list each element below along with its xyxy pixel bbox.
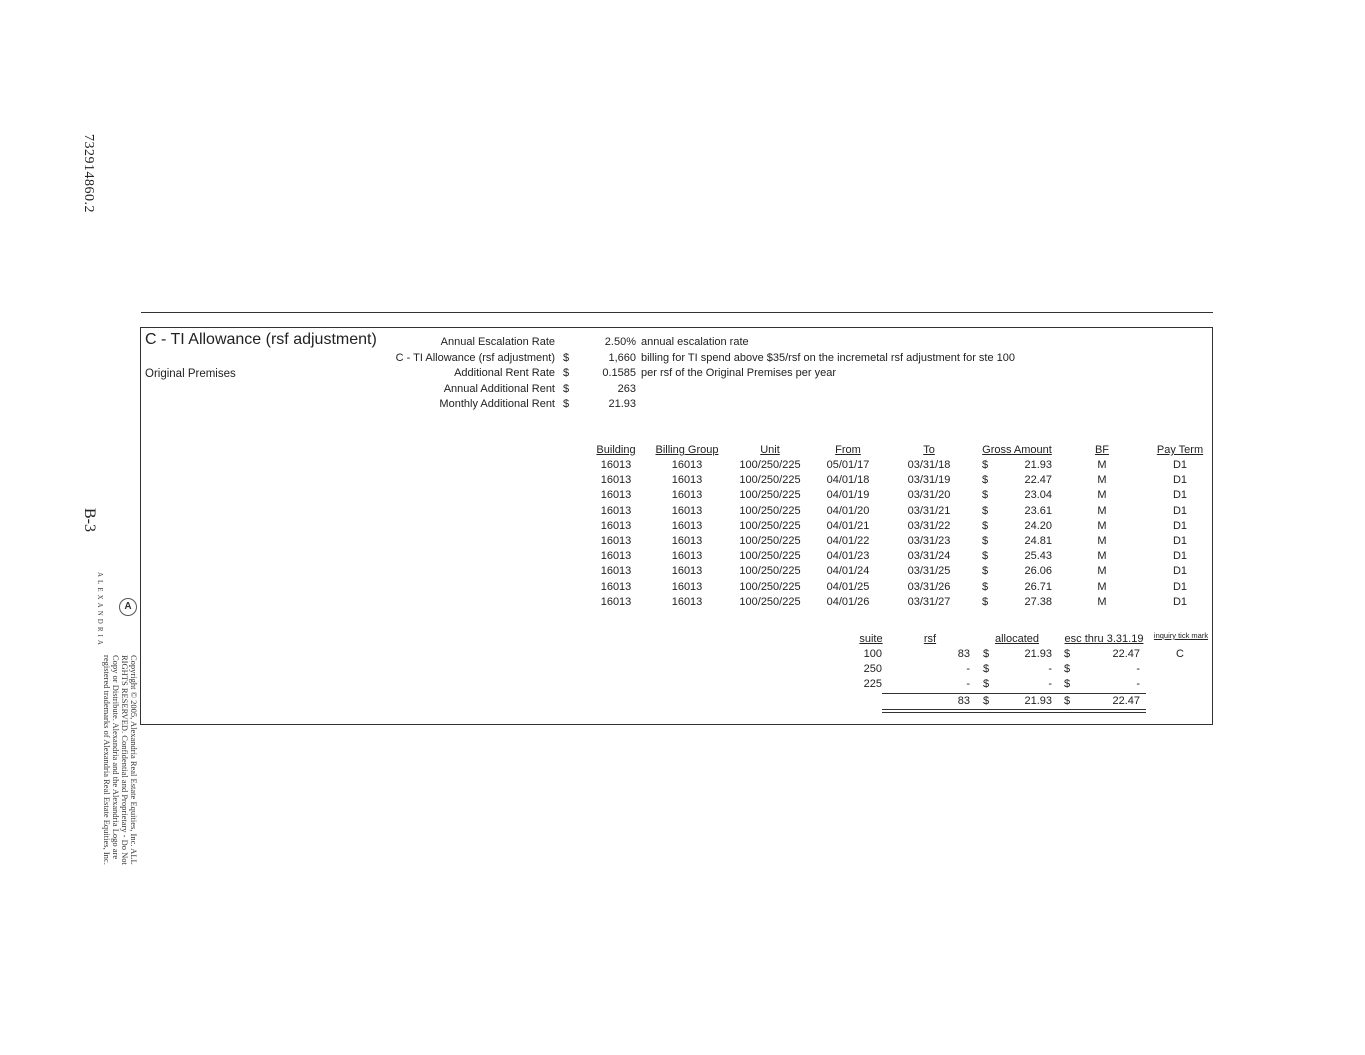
cell-unit: 100/250/225 (739, 474, 801, 487)
cell-billing-group: 16013 (671, 565, 703, 578)
cell-bf: M (1097, 504, 1107, 517)
section-title: C - TI Allowance (rsf adjustment) (145, 331, 377, 348)
column-header-from: From (835, 444, 861, 456)
total-currency: $ (982, 695, 990, 707)
cell-currency: $ (981, 459, 989, 471)
cell-gross-amount: 26.71 (1024, 580, 1052, 593)
cell-bf: M (1097, 550, 1107, 563)
cell-to: 03/31/23 (907, 535, 951, 547)
cell-currency: $ (981, 565, 989, 578)
cell-esc: - (1136, 663, 1140, 676)
cell-to: 03/31/19 (907, 474, 951, 487)
cell-rsf: 83 (957, 648, 970, 660)
column-header-suite: suite (859, 633, 883, 645)
cell-billing-group: 16013 (671, 489, 703, 502)
cell-building: 16013 (600, 595, 632, 608)
cell-suite: 250 (863, 663, 882, 676)
cell-unit: 100/250/225 (739, 550, 801, 563)
cell-building: 16013 (600, 459, 632, 471)
cell-suite: 100 (863, 648, 882, 660)
cell-currency: $ (981, 550, 989, 563)
cell-allocated: - (1048, 663, 1052, 676)
parameter-note: billing for TI spend above $35/rsf on the incremetal rsf adjustment for ste 100 (641, 351, 1015, 364)
cell-from: 04/01/20 (826, 504, 870, 517)
cell-to: 03/31/24 (907, 550, 951, 563)
parameter-currency: $ (563, 398, 570, 410)
cell-suite: 225 (863, 678, 882, 691)
cell-billing-group: 16013 (671, 580, 703, 593)
column-header-rsf: rsf (923, 633, 937, 645)
column-header-esc: esc thru 3.31.19 (1064, 633, 1144, 645)
cell-currency: $ (981, 474, 989, 487)
parameter-label: Annual Additional Rent (443, 382, 555, 395)
cell-unit: 100/250/225 (739, 565, 801, 578)
parameter-label: Additional Rent Rate (454, 367, 555, 379)
cell-unit: 100/250/225 (739, 504, 801, 517)
parameter-value: 263 (617, 382, 636, 395)
cell-esc: 22.47 (1112, 648, 1140, 660)
cell-esc: - (1136, 678, 1140, 691)
total-esc: 22.47 (1112, 695, 1140, 707)
parameter-value: 2.50% (604, 336, 636, 348)
column-header-inquiry-tick-mark: inquiry tick mark (1153, 631, 1209, 640)
copyright-line: registered trademarks of Alexandria Real Estate Equities, Inc. (102, 655, 112, 865)
cell-unit: 100/250/225 (739, 580, 801, 593)
cell-allocated: - (1048, 678, 1052, 691)
cell-pay-term: D1 (1172, 459, 1188, 471)
cell-billing-group: 16013 (671, 535, 703, 547)
cell-gross-amount: 21.93 (1024, 459, 1052, 471)
parameter-value: 21.93 (608, 398, 636, 410)
cell-from: 04/01/21 (826, 519, 870, 532)
cell-currency: $ (981, 595, 989, 608)
cell-building: 16013 (600, 580, 632, 593)
cell-from: 04/01/18 (826, 474, 870, 487)
cell-building: 16013 (600, 519, 632, 532)
cell-unit: 100/250/225 (739, 519, 801, 532)
cell-currency: $ (982, 648, 990, 660)
cell-rsf: - (966, 663, 970, 676)
parameter-label: Monthly Additional Rent (439, 398, 555, 410)
cell-from: 04/01/25 (826, 580, 870, 593)
cell-currency: $ (981, 535, 989, 547)
column-header-unit: Unit (760, 444, 780, 456)
cell-currency: $ (1063, 678, 1071, 691)
column-header-to: To (923, 444, 935, 456)
alexandria-logo-icon: A (119, 598, 137, 616)
cell-pay-term: D1 (1172, 504, 1188, 517)
parameter-note: per rsf of the Original Premises per year (641, 367, 837, 379)
cell-bf: M (1097, 535, 1107, 547)
cell-billing-group: 16013 (671, 519, 703, 532)
cell-bf: M (1097, 595, 1107, 608)
cell-currency: $ (981, 489, 989, 502)
cell-building: 16013 (600, 474, 632, 487)
cell-unit: 100/250/225 (739, 459, 801, 471)
cell-pay-term: D1 (1172, 595, 1188, 608)
cell-to: 03/31/20 (907, 489, 951, 502)
cell-pay-term: D1 (1172, 565, 1188, 578)
cell-pay-term: D1 (1172, 489, 1188, 502)
total-allocated: 21.93 (1024, 695, 1052, 707)
cell-gross-amount: 23.04 (1024, 489, 1052, 502)
copyright-line: Copyright © 2005, Alexandria Real Estate Equities, Inc. ALL (129, 655, 139, 865)
cell-to: 03/31/26 (907, 580, 951, 593)
total-rsf: 83 (957, 695, 970, 707)
parameter-label: Annual Escalation Rate (440, 336, 555, 348)
cell-currency: $ (982, 663, 990, 676)
cell-from: 04/01/24 (826, 565, 870, 578)
cell-building: 16013 (600, 535, 632, 547)
cell-unit: 100/250/225 (739, 489, 801, 502)
cell-currency: $ (981, 504, 989, 517)
column-header-pay-term: Pay Term (1156, 444, 1204, 456)
cell-currency: $ (1063, 663, 1071, 676)
cell-currency: $ (981, 519, 989, 532)
cell-to: 03/31/27 (907, 595, 951, 608)
cell-building: 16013 (600, 565, 632, 578)
cell-bf: M (1097, 474, 1107, 487)
cell-from: 04/01/22 (826, 535, 870, 547)
parameter-currency: $ (563, 382, 570, 395)
cell-billing-group: 16013 (671, 595, 703, 608)
cell-pay-term: D1 (1172, 519, 1188, 532)
total-currency: $ (1063, 695, 1071, 707)
parameter-currency: $ (563, 367, 570, 379)
cell-pay-term: D1 (1172, 550, 1188, 563)
cell-gross-amount: 26.06 (1024, 565, 1052, 578)
cell-gross-amount: 27.38 (1024, 595, 1052, 608)
cell-pay-term: D1 (1172, 535, 1188, 547)
cell-tick-mark: C (1176, 648, 1184, 660)
column-header-building: Building (596, 444, 636, 456)
copyright-line: RIGHTS RESERVED. Confidential and Proprietary - Do Not (120, 655, 130, 865)
cell-pay-term: D1 (1172, 580, 1188, 593)
cell-allocated: 21.93 (1024, 648, 1052, 660)
premises-label: Original Premises (145, 368, 236, 380)
cell-from: 04/01/26 (826, 595, 870, 608)
copyright-line: Copy or Distribute. Alexandria and the Alexandria Logo are (111, 655, 121, 860)
cell-billing-group: 16013 (671, 550, 703, 563)
total-double-rule (882, 709, 1146, 713)
cell-to: 03/31/22 (907, 519, 951, 532)
cell-unit: 100/250/225 (739, 535, 801, 547)
cell-bf: M (1097, 459, 1107, 471)
cell-bf: M (1097, 565, 1107, 578)
logo-text: ALEXANDRIA (96, 572, 104, 648)
cell-bf: M (1097, 580, 1107, 593)
cell-gross-amount: 24.20 (1024, 519, 1052, 532)
page-label: B-3 (81, 508, 98, 532)
cell-unit: 100/250/225 (739, 595, 801, 608)
cell-currency: $ (1063, 648, 1071, 660)
cell-currency: $ (982, 678, 990, 691)
cell-gross-amount: 24.81 (1024, 535, 1052, 547)
cell-gross-amount: 23.61 (1024, 504, 1052, 517)
cell-to: 03/31/21 (907, 504, 951, 517)
cell-bf: M (1097, 519, 1107, 532)
parameter-note: annual escalation rate (641, 336, 749, 348)
copyright-notice (102, 655, 138, 865)
column-header-allocated: allocated (994, 633, 1040, 645)
cell-building: 16013 (600, 550, 632, 563)
parameter-value: 1,660 (608, 351, 636, 364)
cell-to: 03/31/25 (907, 565, 951, 578)
cell-bf: M (1097, 489, 1107, 502)
cell-rsf: - (966, 678, 970, 691)
cell-pay-term: D1 (1172, 474, 1188, 487)
cell-from: 05/01/17 (826, 459, 870, 471)
cell-gross-amount: 22.47 (1024, 474, 1052, 487)
parameter-label: C - TI Allowance (rsf adjustment) (395, 351, 555, 364)
top-rule (141, 312, 1213, 313)
cell-building: 16013 (600, 489, 632, 502)
parameter-value: 0.1585 (602, 367, 636, 379)
cell-from: 04/01/23 (826, 550, 870, 563)
cell-building: 16013 (600, 504, 632, 517)
column-header-gross-amount: Gross Amount (982, 444, 1052, 456)
column-header-bf: BF (1094, 444, 1110, 456)
cell-billing-group: 16013 (671, 474, 703, 487)
cell-billing-group: 16013 (671, 504, 703, 517)
cell-to: 03/31/18 (907, 459, 951, 471)
parameter-currency: $ (563, 351, 570, 364)
cell-billing-group: 16013 (671, 459, 703, 471)
document-number: 732914860.2 (81, 134, 96, 213)
cell-from: 04/01/19 (826, 489, 870, 502)
cell-currency: $ (981, 580, 989, 593)
column-header-billing-group: Billing Group (655, 444, 719, 456)
cell-gross-amount: 25.43 (1024, 550, 1052, 563)
subtotal-rule (882, 693, 1146, 694)
